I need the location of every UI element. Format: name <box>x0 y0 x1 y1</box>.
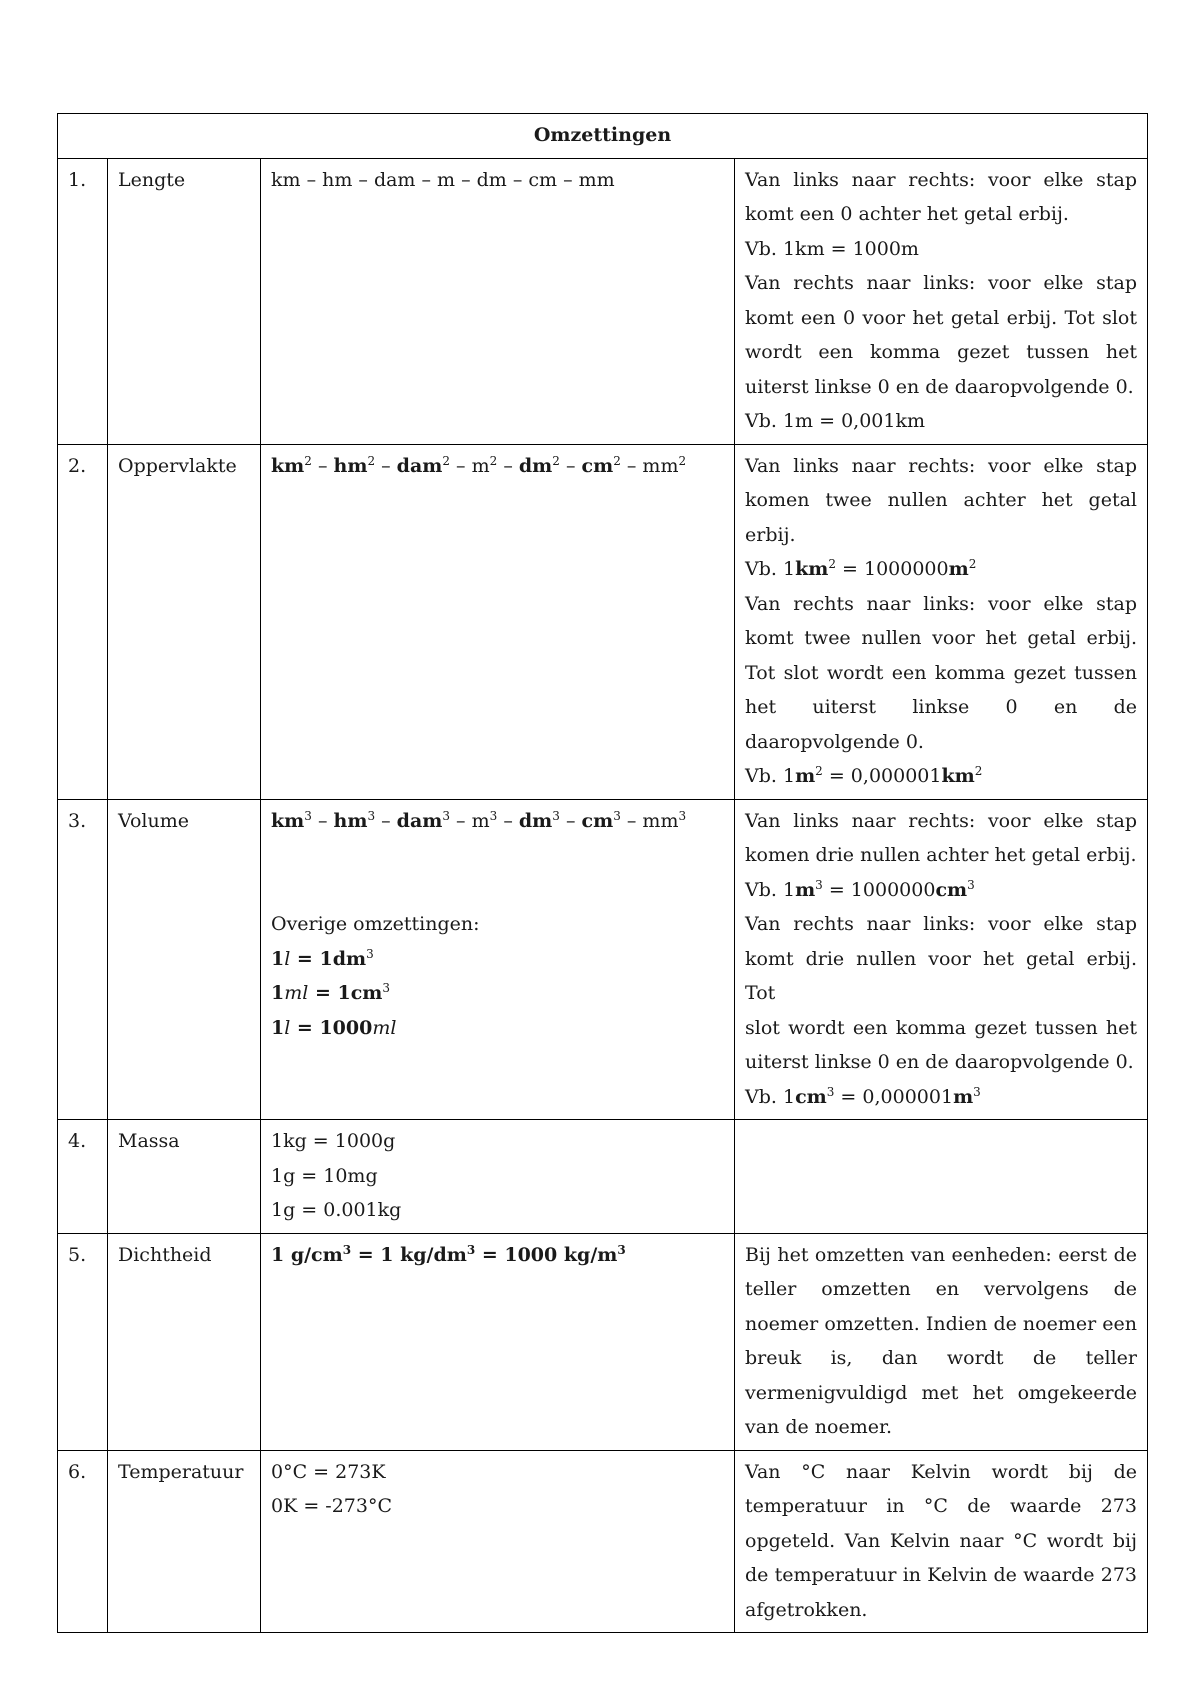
desc-line: afgetrokken. <box>745 1598 868 1621</box>
row-number: 2. <box>58 444 108 799</box>
exponent: 3 <box>366 946 374 961</box>
unit: m <box>471 809 490 832</box>
exponent: 3 <box>466 1242 476 1257</box>
row-number: 4. <box>58 1120 108 1234</box>
other-conversion <box>271 976 724 1011</box>
unit: ml <box>284 982 309 1004</box>
dash-separator: – <box>311 454 334 477</box>
unit: l <box>284 947 291 970</box>
unit: m <box>948 558 969 580</box>
unit: m <box>795 878 816 901</box>
unit: km <box>271 809 305 832</box>
desc-line: de temperatuur in Kelvin de waarde 273 <box>745 1564 1137 1586</box>
quantity-name: Oppervlakte <box>108 444 261 799</box>
other-conversion <box>271 942 724 977</box>
example-text: Vb. 1 <box>745 558 796 580</box>
table-row <box>58 1450 1148 1633</box>
desc-line: erbij. <box>745 523 796 546</box>
unit: hm <box>333 454 368 477</box>
exponent: 2 <box>678 453 687 468</box>
example-line <box>745 873 1137 908</box>
number: 1 <box>271 982 285 1004</box>
dash-separator: – <box>450 809 472 832</box>
exponent: 3 <box>442 808 451 823</box>
example-text: Vb. 1 <box>745 878 796 901</box>
desc-line: Vb. 1m = 0,001km <box>745 410 925 432</box>
unit-sequence: km – hm – dam – m – dm – cm – mm <box>261 158 735 444</box>
exponent: 2 <box>974 764 983 778</box>
unit: cm <box>795 1085 827 1108</box>
desc-line: Van rechts naar links: voor elke stap <box>745 592 1137 615</box>
conversion-description <box>735 158 1148 444</box>
desc-line: slot wordt een komma gezet tussen het <box>745 1016 1137 1039</box>
exponent: 2 <box>367 453 376 468</box>
exponent: 3 <box>552 808 560 823</box>
example-line <box>745 759 1137 794</box>
exponent: 3 <box>489 808 498 823</box>
exponent: 2 <box>304 453 312 468</box>
desc-line: uiterst linkse 0 en de daaropvolgende 0. <box>745 375 1134 398</box>
unit: ml <box>372 1016 397 1039</box>
dash-separator: – <box>620 454 643 477</box>
unit-sequence <box>261 1120 735 1234</box>
desc-line: het uiterst linkse 0 en de <box>745 696 1137 718</box>
desc-line: Vb. 1km = 1000m <box>745 237 919 260</box>
quantity-name: Volume <box>108 799 261 1120</box>
conversion-line: 0K = -273°C <box>271 1495 393 1517</box>
unit-sequence <box>261 1233 735 1450</box>
example-line <box>745 552 1137 587</box>
desc-line: komen twee nullen achter het getal <box>745 489 1137 511</box>
conversion-line: 0°C = 273K <box>271 1460 386 1483</box>
exponent: 2 <box>815 764 823 778</box>
table-row <box>58 444 1148 799</box>
desc-line: Bij het omzetten van eenheden: eerst de <box>745 1243 1137 1266</box>
exponent: 3 <box>613 808 621 823</box>
unit: cm <box>935 878 968 901</box>
dash-separator: – <box>375 809 397 832</box>
unit: dm <box>332 947 367 970</box>
exponent: 3 <box>973 1084 981 1099</box>
row-number: 3. <box>58 799 108 1120</box>
exponent: 2 <box>828 557 836 571</box>
unit: dm <box>518 454 553 477</box>
desc-line: uiterst linkse 0 en de daaropvolgende 0. <box>745 1051 1134 1073</box>
conversion-description <box>735 1450 1148 1633</box>
desc-line: wordt een komma gezet tussen het <box>745 341 1137 363</box>
exponent: 2 <box>968 557 977 571</box>
desc-line: Van rechts naar links: voor elke stap <box>745 913 1137 935</box>
desc-line: komt drie nullen voor het getal erbij. Tot <box>745 947 1137 1004</box>
desc-line: van de noemer. <box>745 1416 892 1438</box>
desc-line: Van links naar rechts: voor elke stap <box>745 809 1137 832</box>
other-conversions-label: Overige omzettingen: <box>271 913 480 935</box>
conversion-line: 1g = 0.001kg <box>271 1199 402 1221</box>
other-conversion <box>271 1011 724 1046</box>
quantity-name: Massa <box>108 1120 261 1234</box>
unit: m <box>471 454 490 477</box>
conversion-table <box>57 113 1148 1633</box>
dash-separator: – <box>311 809 334 832</box>
exponent: 3 <box>678 808 687 823</box>
table-row <box>58 158 1148 444</box>
unit: dam <box>396 809 443 832</box>
row-number: 5. <box>58 1233 108 1450</box>
desc-line: Van rechts naar links: voor elke stap <box>745 272 1137 294</box>
unit-sequence <box>261 799 735 1120</box>
example-line <box>745 1080 1137 1115</box>
unit-sequence-formula <box>271 455 686 477</box>
unit-sequence <box>261 1450 735 1633</box>
conversion-description <box>735 799 1148 1120</box>
spacer <box>271 838 724 907</box>
desc-line: komt een 0 achter het getal erbij. <box>745 203 1069 225</box>
dash-separator: – <box>497 809 519 832</box>
table-row <box>58 1120 1148 1234</box>
unit: dam <box>396 454 443 477</box>
exponent: 2 <box>489 453 498 468</box>
unit: m <box>953 1085 974 1108</box>
quantity-name: Temperatuur <box>108 1450 261 1633</box>
dash-separator: – <box>497 454 519 477</box>
row-number: 1. <box>58 158 108 444</box>
exponent: 3 <box>967 877 975 892</box>
conversion-description <box>735 444 1148 799</box>
desc-line: noemer omzetten. Indien de noemer een <box>745 1312 1137 1335</box>
desc-line: temperatuur in °C de waarde 273 <box>745 1495 1137 1517</box>
example-text: = 0,000001 <box>834 1085 954 1108</box>
desc-line: breuk is, dan wordt de teller <box>745 1347 1137 1369</box>
example-text: = 0,000001 <box>822 765 942 787</box>
desc-line: komt een 0 voor het getal erbij. Tot slot <box>745 306 1137 329</box>
table-row <box>58 799 1148 1120</box>
conversion-line: 1g = 10mg <box>271 1164 378 1187</box>
unit: hm <box>333 809 368 832</box>
formula-part: 1 g/cm <box>271 1243 343 1266</box>
exponent: 2 <box>552 453 560 468</box>
desc-line: komen drie nullen achter het getal erbij. <box>745 844 1137 866</box>
example-text: Vb. 1 <box>745 1085 796 1108</box>
desc-line: Van links naar rechts: voor elke stap <box>745 454 1137 477</box>
unit-sequence <box>261 444 735 799</box>
unit: dm <box>518 809 553 832</box>
unit: km <box>795 558 829 580</box>
conversion-description <box>735 1120 1148 1234</box>
unit: cm <box>350 982 383 1004</box>
conversion-description <box>735 1233 1148 1450</box>
example-text: = 1000000 <box>835 558 949 580</box>
exponent: 3 <box>617 1242 626 1257</box>
number: = 1000 <box>290 1016 373 1039</box>
table-title: Omzettingen <box>58 114 1148 159</box>
density-formula <box>271 1238 724 1273</box>
exponent: 2 <box>442 453 451 468</box>
desc-line: vermenigvuldigd met het omgekeerde <box>745 1381 1137 1404</box>
formula-part: = 1 kg/dm <box>351 1243 467 1266</box>
exponent: 3 <box>382 981 391 995</box>
dash-separator: – <box>559 809 582 832</box>
number: 1 <box>271 947 285 970</box>
unit: mm <box>642 454 679 477</box>
desc-line: Van °C naar Kelvin wordt bij de <box>745 1460 1137 1483</box>
conversion-line: 1kg = 1000g <box>271 1130 396 1152</box>
dash-separator: – <box>450 454 472 477</box>
unit: km <box>941 765 975 787</box>
unit-sequence-formula <box>271 810 686 832</box>
formula-part: = 1000 kg/m <box>475 1243 618 1266</box>
desc-line: daaropvolgende 0. <box>745 730 924 753</box>
desc-line: Tot slot wordt een komma gezet tussen <box>745 661 1137 684</box>
desc-line: opgeteld. Van Kelvin naar °C wordt bij <box>745 1529 1137 1552</box>
example-text: Vb. 1 <box>745 765 796 787</box>
exponent: 3 <box>342 1242 352 1257</box>
unit: m <box>795 765 816 787</box>
number: 1 <box>271 1016 285 1039</box>
example-text: = 1000000 <box>822 878 936 901</box>
unit: km <box>271 454 305 477</box>
desc-line: komt twee nullen voor het getal erbij. <box>745 627 1137 649</box>
exponent: 3 <box>304 808 312 823</box>
unit: mm <box>642 809 679 832</box>
table-row <box>58 1233 1148 1450</box>
unit: l <box>284 1016 291 1039</box>
unit: cm <box>581 809 614 832</box>
exponent: 3 <box>367 808 376 823</box>
dash-separator: – <box>559 454 582 477</box>
quantity-name: Dichtheid <box>108 1233 261 1450</box>
desc-line: Van links naar rechts: voor elke stap <box>745 168 1137 191</box>
number: = 1 <box>290 947 333 970</box>
table-header-row <box>58 114 1148 159</box>
row-number: 6. <box>58 1450 108 1633</box>
exponent: 3 <box>815 877 823 892</box>
desc-line: teller omzetten en vervolgens de <box>745 1278 1137 1300</box>
exponent: 3 <box>826 1084 835 1099</box>
exponent: 2 <box>613 453 621 468</box>
quantity-name: Lengte <box>108 158 261 444</box>
dash-separator: – <box>620 809 643 832</box>
unit: cm <box>581 454 614 477</box>
number: = 1 <box>308 982 351 1004</box>
dash-separator: – <box>375 454 397 477</box>
